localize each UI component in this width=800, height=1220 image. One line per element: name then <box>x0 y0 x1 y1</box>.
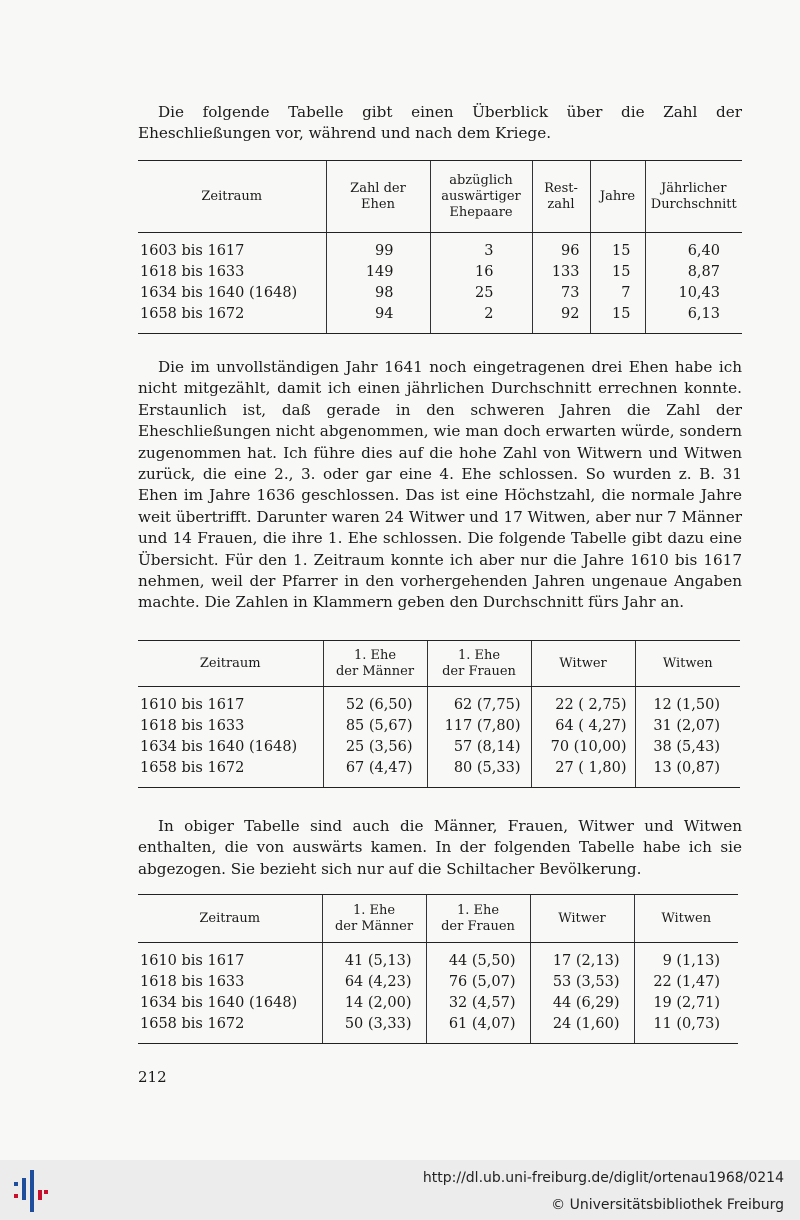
table-cell: 1618 bis 1633 <box>140 974 245 990</box>
table-cell: 17 (2,13) <box>530 943 634 973</box>
table-cell: 31 (2,07) <box>635 716 740 737</box>
table-row <box>138 993 738 1014</box>
table-cell: 117 (7,80) <box>427 716 531 737</box>
table-cell: 19 (2,71) <box>634 993 738 1014</box>
marriages-by-status-table <box>138 640 740 788</box>
table-cell: 7 <box>590 283 645 304</box>
table-cell: 53 (3,53) <box>530 972 634 993</box>
col-header: 1. Ehe der Frauen <box>427 641 531 687</box>
table-cell: 50 (3,33) <box>322 1014 426 1044</box>
table-cell: 9 (1,13) <box>634 943 738 973</box>
table-cell: 44 (5,50) <box>426 943 530 973</box>
table-row <box>138 687 740 717</box>
table-cell: 1618 bis 1633 <box>140 264 245 280</box>
table-cell: 25 <box>430 283 532 304</box>
table-cell: 61 (4,07) <box>426 1014 530 1044</box>
col-header: Zahl der Ehen <box>326 161 430 233</box>
table-cell: 96 <box>532 233 590 263</box>
table-row <box>138 233 742 263</box>
table-cell: 24 (1,60) <box>530 1014 634 1044</box>
table-cell: 6,40 <box>645 233 742 263</box>
table-cell: 16 <box>430 262 532 283</box>
col-header: 1. Ehe der Frauen <box>426 895 530 943</box>
table-cell: 2 <box>430 304 532 334</box>
col-header: Rest- zahl <box>532 161 590 233</box>
table-cell: 11 (0,73) <box>634 1014 738 1044</box>
table-cell: 38 (5,43) <box>635 737 740 758</box>
table-cell: 15 <box>590 304 645 334</box>
source-url-link[interactable]: http://dl.ub.uni-freiburg.de/diglit/ortenau1968/0214 <box>422 1170 784 1186</box>
table-cell: 1610 bis 1617 <box>140 953 245 969</box>
table-cell: 133 <box>532 262 590 283</box>
table-cell: 1634 bis 1640 (1648) <box>140 995 298 1011</box>
col-header: Jährlicher Durchschnitt <box>645 161 742 233</box>
table-cell: 41 (5,13) <box>322 943 426 973</box>
col-header: Witwen <box>635 641 740 687</box>
table-cell: 25 (3,56) <box>323 737 427 758</box>
table-cell: 73 <box>532 283 590 304</box>
table-cell: 44 (6,29) <box>530 993 634 1014</box>
table-row <box>138 716 740 737</box>
analysis-paragraph: Die im unvollständigen Jahr 1641 noch eingetragenen drei Ehen habe ich nicht mitgezählt, damit ich einen jährlichen Durchschnitt errechnen konnte. Erstaunlich ist, daß gerade in den schweren Jahren die Zahl der Eheschließungen nicht abgenommen, wie man doch erwarten würde, sondern zugenommen hat. Ich führe dies auf die hohe Zahl von Witwern und Witwen zurück, die eine 2., 3. oder gar eine 4. Ehe schlossen. So wurden z. B. 31 Ehen im Jahre 1636 geschlossen. Das ist eine Höchstzahl, die normale Jahre weit übertrifft. Darunter waren 24 Witwer und 17 Witwen, aber nur 7 Männer und 14 Frauen, die ihre 1. Ehe schlossen. Die folgende Tabelle gibt dazu eine Übersicht. Für den 1. Zeitraum konnte ich aber nur die Jahre 1610 bis 1617 nehmen, weil der Pfarrer in den vorhergehenden Jahren ungenaue Angaben machte. Die Zahlen in Klammern geben den Durchschnitt fürs Jahr an. <box>138 358 742 612</box>
table-cell: 1610 bis 1617 <box>140 697 245 713</box>
table-row <box>138 737 740 758</box>
col-header: Zeitraum <box>138 895 322 943</box>
table-cell: 64 ( 4,27) <box>531 716 635 737</box>
table-cell: 70 (10,00) <box>531 737 635 758</box>
table-row <box>138 283 742 304</box>
table-row <box>138 758 740 788</box>
page-number: 212 <box>138 1068 167 1086</box>
table-cell: 76 (5,07) <box>426 972 530 993</box>
table-cell: 14 (2,00) <box>322 993 426 1014</box>
table-cell: 22 ( 2,75) <box>531 687 635 717</box>
table-cell: 149 <box>326 262 430 283</box>
table-cell: 22 (1,47) <box>634 972 738 993</box>
intro-paragraph: Die folgende Tabelle gibt einen Überblick über die Zahl der Eheschließungen vor, während und nach dem Kriege. <box>138 103 742 143</box>
table-header-row <box>138 641 740 687</box>
table-row <box>138 943 738 973</box>
table-header-row <box>138 895 738 943</box>
col-header: 1. Ehe der Männer <box>323 641 427 687</box>
col-header: Witwer <box>530 895 634 943</box>
col-header: Witwen <box>634 895 738 943</box>
table-cell: 32 (4,57) <box>426 993 530 1014</box>
table-cell: 1658 bis 1672 <box>138 758 323 788</box>
table-cell: 1658 bis 1672 <box>138 1014 322 1044</box>
table-row <box>138 262 742 283</box>
table-cell: 85 (5,67) <box>323 716 427 737</box>
table-cell: 12 (1,50) <box>635 687 740 717</box>
table-cell: 1658 bis 1672 <box>138 304 326 334</box>
table-cell: 15 <box>590 233 645 263</box>
table-cell: 27 ( 1,80) <box>531 758 635 788</box>
table-cell: 1634 bis 1640 (1648) <box>140 739 298 755</box>
marriages-table <box>138 160 742 334</box>
table-cell: 80 (5,33) <box>427 758 531 788</box>
table-cell: 62 (7,75) <box>427 687 531 717</box>
table-cell: 8,87 <box>645 262 742 283</box>
table-cell: 1603 bis 1617 <box>140 243 245 259</box>
table-cell: 94 <box>326 304 430 334</box>
table-cell: 10,43 <box>645 283 742 304</box>
table-cell: 3 <box>430 233 532 263</box>
col-header: Zeitraum <box>138 161 326 233</box>
table-header-row <box>138 161 742 233</box>
table-row <box>138 1014 738 1044</box>
col-header: Zeitraum <box>138 641 323 687</box>
local-population-paragraph: In obiger Tabelle sind auch die Männer, Frauen, Witwer und Witwen enthalten, die von auswärts kamen. In der folgenden Tabelle habe ich sie abgezogen. Sie bezieht sich nur auf die Schiltacher Bevölkerung. <box>138 817 742 878</box>
table-cell: 92 <box>532 304 590 334</box>
table-cell: 6,13 <box>645 304 742 334</box>
table-cell: 13 (0,87) <box>635 758 740 788</box>
col-header: Jahre <box>590 161 645 233</box>
table-row <box>138 304 742 334</box>
table-cell: 67 (4,47) <box>323 758 427 788</box>
copyright-text: © Universitätsbibliothek Freiburg <box>551 1197 784 1213</box>
col-header: Witwer <box>531 641 635 687</box>
table-cell: 52 (6,50) <box>323 687 427 717</box>
table-cell: 57 (8,14) <box>427 737 531 758</box>
table-cell: 1634 bis 1640 (1648) <box>140 285 298 301</box>
local-marriages-table <box>138 894 738 1044</box>
col-header: 1. Ehe der Männer <box>322 895 426 943</box>
col-header: abzüglich auswärtiger Ehepaare <box>430 161 532 233</box>
table-cell: 64 (4,23) <box>322 972 426 993</box>
table-cell: 98 <box>326 283 430 304</box>
table-row <box>138 972 738 993</box>
table-cell: 99 <box>326 233 430 263</box>
ub-freiburg-logo-icon <box>10 1168 50 1214</box>
table-cell: 1618 bis 1633 <box>140 718 245 734</box>
table-cell: 15 <box>590 262 645 283</box>
footer-bar <box>0 1160 800 1220</box>
